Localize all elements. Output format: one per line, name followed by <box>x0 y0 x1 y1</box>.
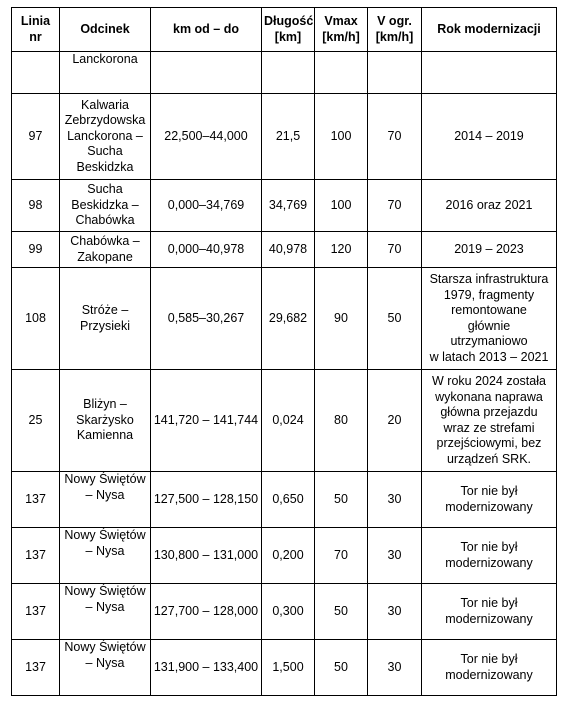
cell-section: Nowy Świętów – Nysa <box>60 584 151 640</box>
cell-vlimit: 20 <box>368 370 422 472</box>
cell-year <box>422 52 557 94</box>
cell-vmax: 120 <box>315 232 368 268</box>
cell-length: 40,978 <box>262 232 315 268</box>
cell-length: 29,682 <box>262 268 315 370</box>
header-row <box>12 8 557 52</box>
cell-year: Tor nie był modernizowany <box>422 584 557 640</box>
cell-line: 137 <box>12 472 60 528</box>
table-row <box>12 52 557 94</box>
cell-length: 34,769 <box>262 180 315 232</box>
cell-section: Lanckorona <box>60 52 151 94</box>
table-row <box>12 472 557 528</box>
cell-vmax: 50 <box>315 584 368 640</box>
cell-line: 137 <box>12 584 60 640</box>
table-row <box>12 584 557 640</box>
cell-year: Tor nie był modernizowany <box>422 472 557 528</box>
cell-section: Bliżyn – Skarżysko Kamienna <box>60 370 151 472</box>
cell-line <box>12 52 60 94</box>
cell-vlimit: 30 <box>368 584 422 640</box>
cell-line: 97 <box>12 94 60 180</box>
cell-length: 0,200 <box>262 528 315 584</box>
cell-length: 21,5 <box>262 94 315 180</box>
cell-year: 2014 – 2019 <box>422 94 557 180</box>
cell-vmax: 80 <box>315 370 368 472</box>
table-row <box>12 94 557 180</box>
cell-km: 130,800 – 131,000 <box>151 528 262 584</box>
cell-km: 141,720 – 141,744 <box>151 370 262 472</box>
cell-vmax: 50 <box>315 640 368 696</box>
cell-length <box>262 52 315 94</box>
cell-year: Tor nie był modernizowany <box>422 640 557 696</box>
cell-vmax: 100 <box>315 180 368 232</box>
cell-vmax: 100 <box>315 94 368 180</box>
table-row <box>12 268 557 370</box>
cell-vmax: 50 <box>315 472 368 528</box>
cell-year: 2016 oraz 2021 <box>422 180 557 232</box>
cell-line: 99 <box>12 232 60 268</box>
header-vlimit: V ogr. [km/h] <box>368 8 422 52</box>
header-km-range: km od – do <box>151 8 262 52</box>
cell-length: 0,650 <box>262 472 315 528</box>
cell-length: 0,300 <box>262 584 315 640</box>
header-length: Długość [km] <box>262 8 315 52</box>
cell-line: 108 <box>12 268 60 370</box>
cell-km: 131,900 – 133,400 <box>151 640 262 696</box>
cell-section: Stróże – Przysieki <box>60 268 151 370</box>
cell-line: 137 <box>12 640 60 696</box>
cell-vmax: 90 <box>315 268 368 370</box>
cell-year: W roku 2024 została wykonana naprawa główna przejazdu wraz ze strefami przejściowymi, bez urządzeń SRK. <box>422 370 557 472</box>
cell-section: Nowy Świętów – Nysa <box>60 472 151 528</box>
cell-year: Starsza infrastruktura 1979, fragmenty remontowane głównie utrzymaniowo w latach 2013 – 2021 <box>422 268 557 370</box>
cell-section: Nowy Świętów – Nysa <box>60 640 151 696</box>
cell-length: 1,500 <box>262 640 315 696</box>
header-line-number: Linia nr <box>12 8 60 52</box>
cell-line: 25 <box>12 370 60 472</box>
cell-line: 98 <box>12 180 60 232</box>
cell-vlimit: 70 <box>368 180 422 232</box>
cell-vlimit: 30 <box>368 640 422 696</box>
cell-section: Sucha Beskidzka – Chabówka <box>60 180 151 232</box>
table-row <box>12 370 557 472</box>
cell-section: Kalwaria Zebrzydowska Lanckorona – Sucha Beskidzka <box>60 94 151 180</box>
cell-length: 0,024 <box>262 370 315 472</box>
header-modernization-year: Rok modernizacji <box>422 8 557 52</box>
cell-vlimit: 50 <box>368 268 422 370</box>
cell-vmax: 70 <box>315 528 368 584</box>
cell-vlimit: 30 <box>368 528 422 584</box>
cell-km: 0,000–34,769 <box>151 180 262 232</box>
cell-km <box>151 52 262 94</box>
cell-vlimit: 70 <box>368 94 422 180</box>
cell-vlimit: 70 <box>368 232 422 268</box>
header-section: Odcinek <box>60 8 151 52</box>
cell-km: 127,500 – 128,150 <box>151 472 262 528</box>
cell-year: Tor nie był modernizowany <box>422 528 557 584</box>
table-row <box>12 640 557 696</box>
cell-vlimit: 30 <box>368 472 422 528</box>
cell-section: Chabówka – Zakopane <box>60 232 151 268</box>
table-row <box>12 180 557 232</box>
cell-vlimit <box>368 52 422 94</box>
header-vmax: Vmax [km/h] <box>315 8 368 52</box>
table-row <box>12 232 557 268</box>
cell-km: 22,500–44,000 <box>151 94 262 180</box>
cell-section: Nowy Świętów – Nysa <box>60 528 151 584</box>
table-row <box>12 528 557 584</box>
cell-km: 0,000–40,978 <box>151 232 262 268</box>
cell-vmax <box>315 52 368 94</box>
cell-km: 0,585–30,267 <box>151 268 262 370</box>
modernization-table <box>11 7 557 696</box>
cell-year: 2019 – 2023 <box>422 232 557 268</box>
cell-line: 137 <box>12 528 60 584</box>
cell-km: 127,700 – 128,000 <box>151 584 262 640</box>
